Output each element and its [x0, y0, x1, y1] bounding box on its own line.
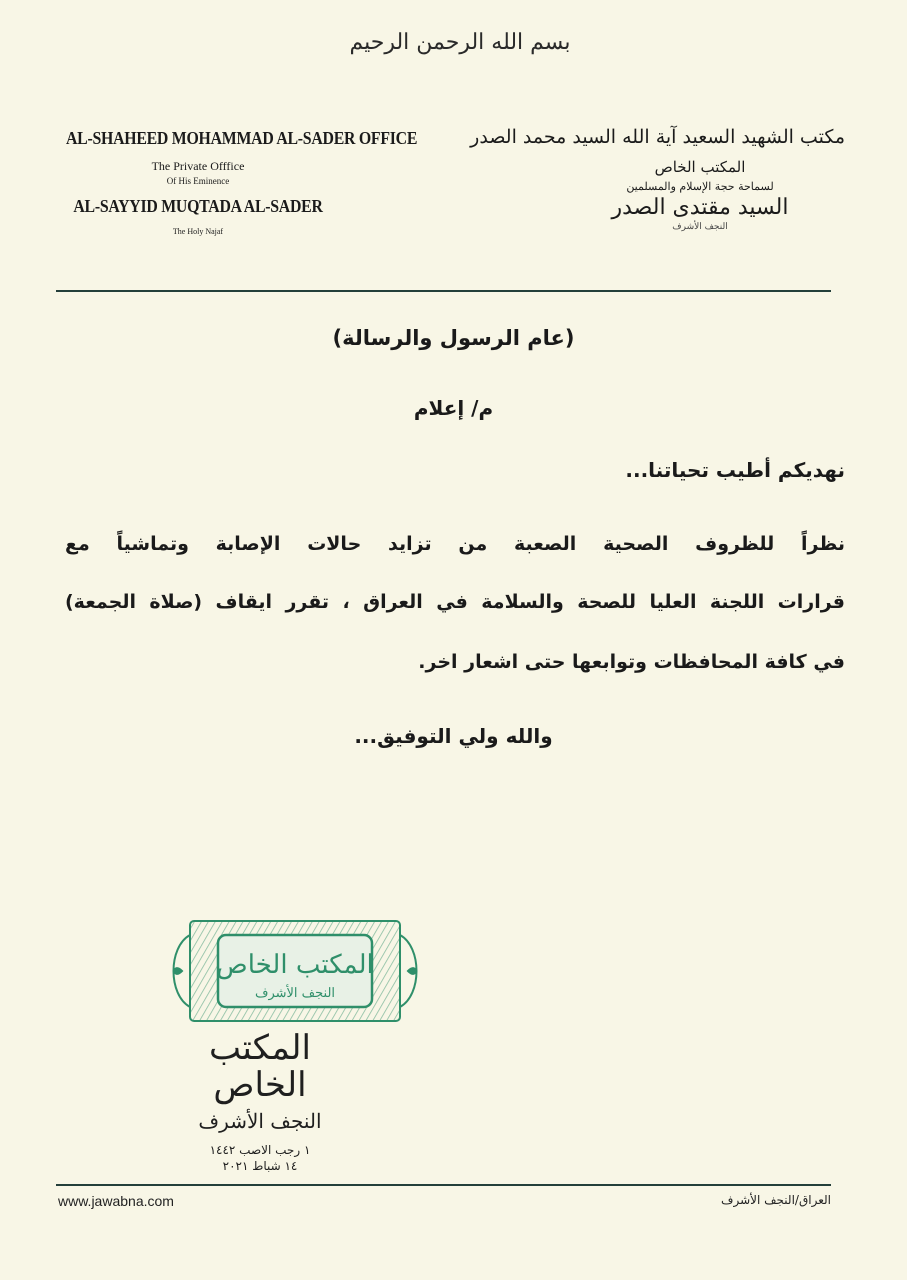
footer-divider [56, 1184, 831, 1186]
footer-location: العراق/النجف الأشرف [721, 1193, 831, 1207]
footer-website: www.jawabna.com [58, 1193, 174, 1209]
arabic-office-name: مكتب الشهيد السعيد آية الله السيد محمد الصدر [470, 126, 845, 148]
body-line-2: قرارات اللجنة العليا للصحة والسلامة في العراق ، تقرر ايقاف (صلاة الجمعة) [65, 591, 845, 613]
signature-city: النجف الأشرف [198, 1108, 322, 1133]
hijri-date: ١ رجب الاصب ١٤٤٢ [209, 1142, 311, 1157]
basmala: بسم الله الرحمن الرحيم [349, 30, 571, 55]
english-eminence: Of His Eminence [166, 176, 230, 186]
arabic-sayyid-name: السيد مقتدى الصدر [611, 195, 789, 220]
body-line-3: في كافة المحافظات وتوابعها حتى اشعار اخر. [418, 651, 845, 673]
body-line-1: نظراً للظروف الصحية الصعبة من تزايد حالات الإصابة وتماشياً مع [65, 533, 845, 555]
year-title: (عام الرسول والرسالة) [332, 326, 575, 350]
header-divider [56, 290, 831, 292]
greeting: نهديكم أطيب تحياتنا... [625, 458, 845, 482]
english-private-office: The Private Offfice [151, 159, 245, 173]
english-office-name: AL-SHAHEED MOHAMMAD AL-SADER OFFICE [66, 128, 418, 148]
english-sayyid-name: AL-SAYYID MUQTADA AL-SADER [73, 196, 323, 216]
letter-subject: م/ إعلام [413, 396, 494, 420]
signature-office: المكتب الخاص [209, 1028, 311, 1106]
arabic-eminence: لسماحة حجة الإسلام والمسلمين [626, 180, 774, 193]
arabic-city: النجف الأشرف [672, 222, 728, 232]
english-letterhead [48, 128, 418, 236]
closing-line: والله ولي التوفيق... [354, 724, 553, 748]
arabic-private-office: المكتب الخاص [654, 158, 746, 176]
arabic-letterhead [470, 126, 845, 232]
stamp-text-main: المكتب الخاص [216, 950, 374, 980]
office-seal-stamp [162, 917, 428, 1025]
stamp-text-sub: النجف الأشرف [254, 986, 336, 1001]
english-city: The Holy Najaf [172, 227, 224, 236]
signature-block [160, 1030, 360, 1173]
gregorian-date: ١٤ شباط ٢٠٢١ [222, 1158, 298, 1173]
